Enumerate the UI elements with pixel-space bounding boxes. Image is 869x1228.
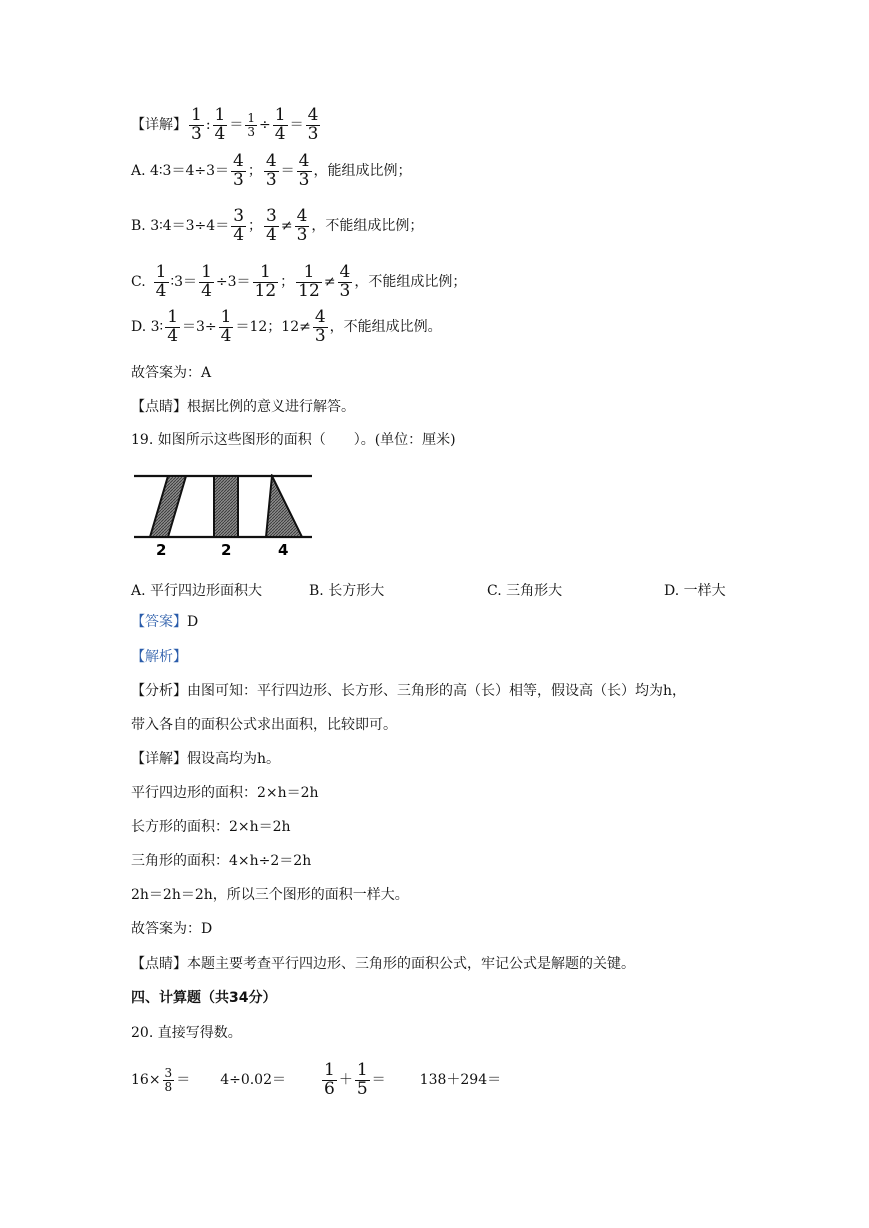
question-19-stem: 19. 如图所示这些图形的面积（ ）。(单位：厘米) xyxy=(131,432,456,448)
fraction: $\frac{3}{8}$ xyxy=(164,1066,173,1094)
fraction: $\frac{1}{12}$ xyxy=(298,262,320,301)
comment-19: 【点睛】本题主要考查平行四边形、三角形的面积公式，牢记公式是解题的关键。 xyxy=(131,956,635,972)
fraction: $\frac{1}{4}$ xyxy=(155,262,167,301)
analysis-line-1: 【分析】由图可知：平行四边形、长方形、三角形的高（长）相等，假设高（长）均为h， xyxy=(131,683,687,699)
answer-19-final: 故答案为：D xyxy=(131,921,213,937)
fraction: $\frac{4}{3}$ xyxy=(296,206,308,245)
parallelogram xyxy=(150,476,186,537)
fraction: $\frac{1}{4}$ xyxy=(220,307,232,346)
fraction: $\frac{1}{6}$ xyxy=(324,1060,335,1099)
comment-18: 【点睛】根据比例的意义进行解答。 xyxy=(131,399,355,415)
detail-18: 【详解】 $\frac{1}{3}$ : $\frac{1}{4}$ ＝ $\frac{1}{3}$ ÷ $\frac{1}{4}$ ＝ $\frac{4}{3}$ xyxy=(131,105,319,144)
option-a-detail: A. 4∶3＝4÷3＝ $\frac{4}{3}$ ； $\frac{4}{3}$ ＝ $\frac{4}{3}$ ，能组成比例； xyxy=(131,151,412,190)
fraction: $\frac{4}{3}$ xyxy=(339,262,351,301)
rectangle xyxy=(214,476,238,537)
fraction: $\frac{3}{4}$ xyxy=(233,206,245,245)
answer-18: 故答案为：A xyxy=(131,365,212,381)
fraction: $\frac{1}{5}$ xyxy=(356,1060,368,1099)
option-d-detail: D. 3∶ $\frac{1}{4}$ ＝3÷ $\frac{1}{4}$ ＝12；12≠ $\frac{4}{3}$ ，不能组成比例。 xyxy=(131,307,442,346)
answer-19 xyxy=(131,615,198,629)
fraction: $\frac{4}{3}$ xyxy=(314,307,326,346)
option-b-detail: B. 3∶4＝3÷4＝ $\frac{3}{4}$ ； $\frac{3}{4}$ ≠ $\frac{4}{3}$ ，不能组成比例； xyxy=(131,206,424,245)
fraction: $\frac{3}{4}$ xyxy=(266,206,277,245)
answer-value: D xyxy=(187,614,199,630)
fraction: $\frac{4}{3}$ xyxy=(233,151,244,190)
fraction: $\frac{1}{3}$ xyxy=(247,111,256,139)
triangle xyxy=(266,476,302,537)
fraction: $\frac{1}{12}$ xyxy=(254,262,277,301)
fraction: $\frac{1}{4}$ xyxy=(167,307,179,346)
shapes-figure xyxy=(134,474,314,558)
calc-parallelogram: 平行四边形的面积：2×h＝2h xyxy=(131,785,319,801)
expr-1: 16× $\frac{3}{8}$ ＝ xyxy=(131,1066,191,1094)
option-c: C. 三角形大 xyxy=(487,583,563,599)
expr-3: $\frac{1}{6}$ ＋ $\frac{1}{5}$ ＝ xyxy=(324,1060,386,1099)
fraction: $\frac{4}{3}$ xyxy=(298,151,310,190)
parallelogram-base-label: 2 xyxy=(156,541,167,558)
calc-triangle: 三角形的面积：4×h÷2＝2h xyxy=(131,853,312,869)
fraction: $\frac{4}{3}$ xyxy=(307,105,319,144)
fraction: $\frac{1}{4}$ xyxy=(214,105,226,144)
triangle-base-label: 4 xyxy=(278,541,289,558)
analysis-tag: 【解析】 xyxy=(131,649,187,665)
option-d: D. 一样大 xyxy=(664,583,726,599)
detail-19: 【详解】假设高均为h。 xyxy=(131,751,281,767)
fraction: $\frac{4}{3}$ xyxy=(265,151,277,190)
expr-2: 4÷0.02＝ xyxy=(220,1072,286,1089)
fraction: $\frac{1}{3}$ xyxy=(191,105,202,144)
calc-rectangle: 长方形的面积：2×h＝2h xyxy=(131,819,291,835)
calc-row xyxy=(131,1062,501,1099)
fraction: $\frac{1}{4}$ xyxy=(274,105,286,144)
option-c-detail: C. $\frac{1}{4}$ ∶3＝ $\frac{1}{4}$ ÷3＝ $\frac{1}{12}$ ； $\frac{1}{12}$ ≠ $\frac{4}{3}$ ，不能组成比例； xyxy=(131,262,467,301)
analysis-line-2: 带入各自的面积公式求出面积，比较即可。 xyxy=(131,717,397,733)
conclusion-19: 2h＝2h＝2h，所以三个图形的面积一样大。 xyxy=(131,887,409,903)
answer-tag: 【答案】 xyxy=(131,614,187,630)
fraction: $\frac{1}{4}$ xyxy=(201,262,212,301)
detail-tag: 【详解】 xyxy=(131,117,187,134)
rectangle-width-label: 2 xyxy=(221,541,232,558)
option-a: A. 平行四边形面积大 xyxy=(131,583,263,599)
section-heading: 四、计算题（共34分） xyxy=(131,990,277,1006)
option-b: B. 长方形大 xyxy=(309,583,385,599)
expr-4: 138＋294＝ xyxy=(419,1072,502,1089)
question-20-stem: 20. 直接写得数。 xyxy=(131,1025,242,1041)
